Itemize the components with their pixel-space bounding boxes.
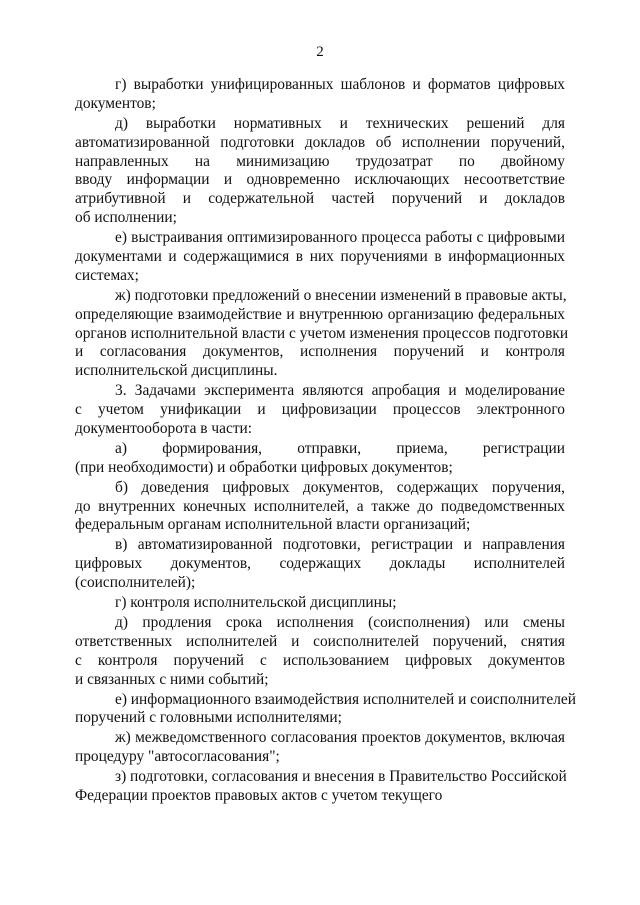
text-line: е) информационного взаимодействия исполнителей и соисполнителей (115, 690, 576, 708)
text-line: и согласования документов, исполнения поручений и контроля (75, 343, 565, 361)
text-line: процедуру "автосогласования"; (75, 748, 280, 766)
text-line: б) доведения цифровых документов, содержащих поручения, (115, 478, 565, 496)
text-line: и связанных с ними событий; (75, 670, 269, 688)
text-line: до внутренних конечных исполнителей, а также до подведомственных (75, 497, 565, 515)
text-line: ж) подготовки предложений о внесении изменений в правовые акты, (115, 286, 567, 304)
text-line: Федерации проектов правовых актов с учетом текущего (75, 786, 443, 804)
text-line: с контроля поручений с использованием цифровых документов (75, 651, 565, 669)
text-line: исполнительской дисциплины. (75, 362, 278, 380)
text-line: с учетом унификации и цифровизации процессов электронного (75, 401, 565, 419)
text-line: вводу информации и одновременно исключающих несоответствие (75, 171, 565, 189)
text-line: атрибутивной и содержательной частей поручений и докладов (75, 190, 565, 208)
paragraph (75, 115, 565, 228)
text-line: (при необходимости) и обработки цифровых документов; (75, 458, 453, 476)
text-line: д) выработки нормативных и технических решений для (115, 114, 565, 132)
text-line: федеральным органам исполнительной власти организаций; (75, 516, 471, 534)
text-line: поручений с головными исполнителями; (75, 709, 342, 727)
paragraph (75, 614, 565, 690)
paragraph (75, 479, 565, 536)
text-line: в) автоматизированной подготовки, регистрации и направления (115, 536, 565, 554)
text-line: з) подготовки, согласования и внесения в Правительство Российской (115, 768, 567, 786)
paragraph (75, 729, 565, 767)
text-line: (соисполнителей); (75, 574, 196, 592)
text-line: системах; (75, 266, 139, 284)
text-line: об исполнении; (75, 209, 177, 227)
paragraph (75, 440, 565, 478)
paragraph (75, 536, 565, 593)
text-line: органов исполнительной власти с учетом изменения процессов подготовки (75, 324, 569, 342)
text-line: цифровых документов, содержащих доклады исполнителей (75, 555, 565, 573)
text-line: автоматизированной подготовки докладов об исполнении поручений, (75, 133, 565, 151)
paragraph (75, 286, 569, 381)
text-line: а) формирования, отправки, приема, регистрации (115, 439, 565, 457)
text-line: ж) межведомственного согласования проектов документов, включая (115, 729, 565, 747)
text-line: ответственных исполнителей и соисполнителей поручений, снятия (75, 632, 565, 650)
document-body (75, 76, 576, 807)
paragraph (75, 229, 565, 286)
paragraph (75, 382, 565, 439)
text-line: направленных на минимизацию трудозатрат по двойному (75, 152, 565, 170)
text-line: е) выстраивания оптимизированного процесса работы с цифровыми (115, 229, 565, 247)
paragraph (75, 690, 576, 729)
text-line: документов; (75, 94, 156, 112)
text-line: документооборота в части: (75, 420, 253, 438)
text-line: 3. Задачами эксперимента являются апробация и моделирование (115, 382, 565, 400)
paragraph (75, 594, 565, 613)
page-number: 2 (316, 44, 324, 60)
paragraph (75, 768, 565, 806)
text-line: документами и содержащимися в них поручениями в информационных (75, 248, 565, 266)
paragraph (75, 76, 565, 114)
text-line: определяющие взаимодействие и внутреннюю организацию федеральных (75, 305, 565, 323)
text-line: г) контроля исполнительской дисциплины; (115, 594, 397, 612)
text-line: г) выработки унифицированных шаблонов и форматов цифровых (115, 76, 565, 93)
text-line: д) продления срока исполнения (соисполнения) или смены (115, 613, 565, 631)
